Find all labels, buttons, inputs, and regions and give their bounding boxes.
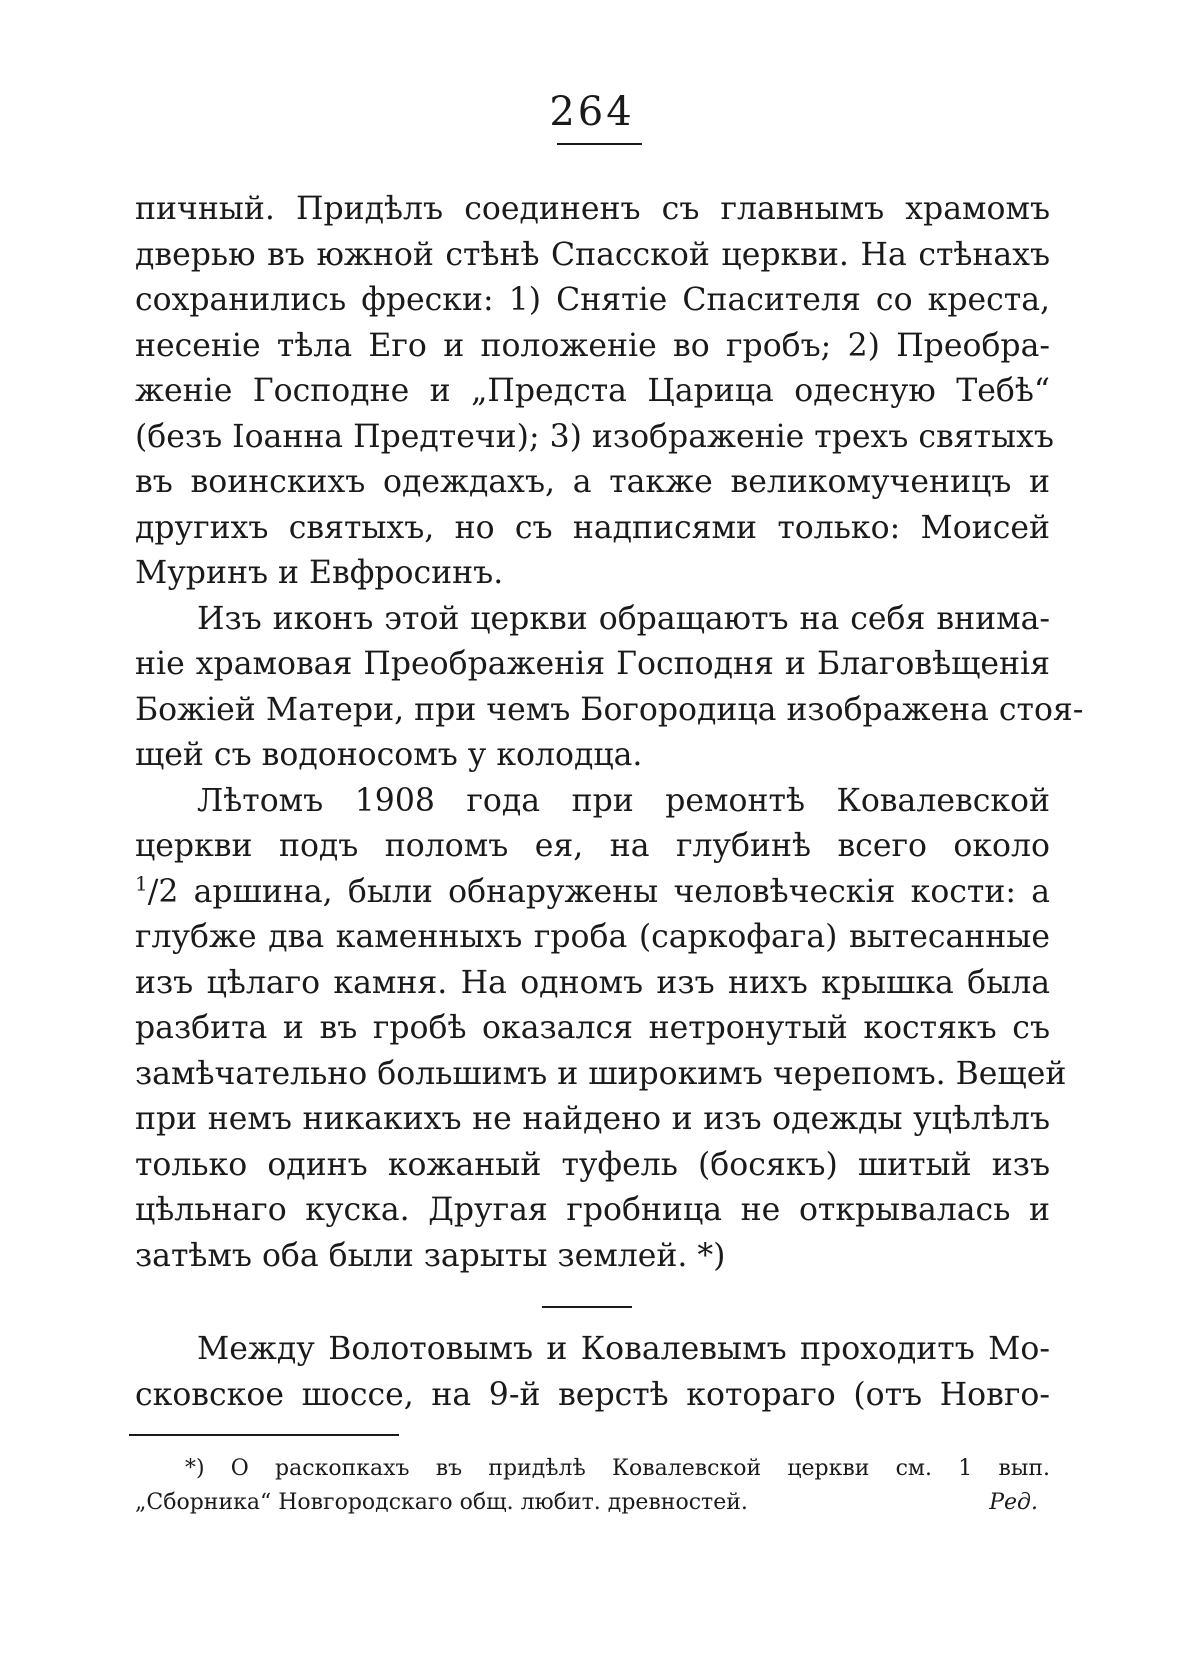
fraction-numerator: 1 — [135, 871, 148, 895]
text-line: сковское шоссе, на 9-й верстѣ котораго (отъ Новго- — [135, 1376, 1050, 1413]
text-line: изъ цѣлаго камня. На одномъ изъ нихъ крышка была — [135, 964, 1050, 1001]
text-line: замѣчательно большимъ и широкимъ черепомъ. Вещей — [135, 1055, 1067, 1092]
text-line: разбита и въ гробѣ оказался нетронутый костякъ съ — [135, 1010, 1050, 1046]
text-line-with-fraction — [135, 870, 1050, 916]
text-line: (безъ Іоанна Предтечи); 3) изображеніе трехъ святыхъ — [135, 418, 1054, 455]
fraction-rest: /2 аршина, были обнаружены человѣческія кости: а — [147, 873, 1050, 910]
text-line: дверью въ южной стѣнѣ Спасской церкви. На стѣнахъ — [135, 236, 1050, 273]
text-line: цѣльнаго куска. Другая гробница не открывалась и — [135, 1192, 1050, 1228]
page-number-underline — [557, 143, 642, 145]
continuation-text-block — [135, 1327, 1050, 1418]
text-line: пичный. Придѣлъ соединенъ съ главнымъ храмомъ — [135, 191, 1050, 227]
text-line: при немъ никакихъ не найдено и изъ одежды уцѣлѣлъ — [135, 1101, 1050, 1137]
footnote-divider — [129, 1434, 399, 1436]
footnote — [135, 1452, 1050, 1520]
page-number: 264 — [549, 89, 635, 135]
editor-signature: Ред. — [989, 1490, 1038, 1515]
text-line: церкви подъ поломъ ея, на глубинѣ всего около — [135, 828, 1050, 864]
footnote-text: „Сборника“ Новгородскаго общ. любит. древностей. — [135, 1490, 748, 1515]
text-line: щей съ водоносомъ у колодца. — [135, 737, 643, 773]
text-line: Изъ иконъ этой церкви обращаютъ на себя внима- — [197, 600, 1050, 637]
text-line: въ воинскихъ одеждахъ, а также великомученицъ и — [135, 464, 1050, 500]
text-line: женіе Господне и „Предста Царица одесную Тебѣ“ — [135, 373, 1050, 409]
footnote-line: *) О раскопкахъ въ придѣлѣ Ковалевской церкви см. 1 вып. — [185, 1456, 1050, 1481]
text-line: затѣмъ оба были зарыты землей. *) — [135, 1237, 726, 1274]
section-divider — [542, 1306, 632, 1308]
text-line: сохранились фрески: 1) Снятіе Спасителя со креста, — [135, 282, 1050, 318]
text-line: глубже два каменныхъ гроба (саркофага) вытесанные — [135, 919, 1050, 955]
text-line: Божіей Матери, при чемъ Богородица изображена стоя- — [135, 691, 1084, 728]
text-line: Между Волотовымъ и Ковалевымъ проходитъ Мо- — [197, 1331, 1050, 1367]
main-text-block — [135, 187, 1084, 1279]
text-line: другихъ святыхъ, но съ надписями только: Моисей — [135, 509, 1050, 546]
text-line: Лѣтомъ 1908 года при ремонтѣ Ковалевской — [197, 782, 1050, 819]
text-line: ніе храмовая Преображенія Господня и Благовѣщенія — [135, 646, 1050, 682]
text-line: несеніе тѣла Его и положеніе во гробъ; 2) Преобра- — [135, 327, 1050, 364]
text-line: Муринъ и Евфросинъ. — [135, 555, 504, 591]
text-line: только одинъ кожаный туфель (босякъ) шитый изъ — [135, 1146, 1050, 1183]
footnote-line — [135, 1486, 1050, 1520]
